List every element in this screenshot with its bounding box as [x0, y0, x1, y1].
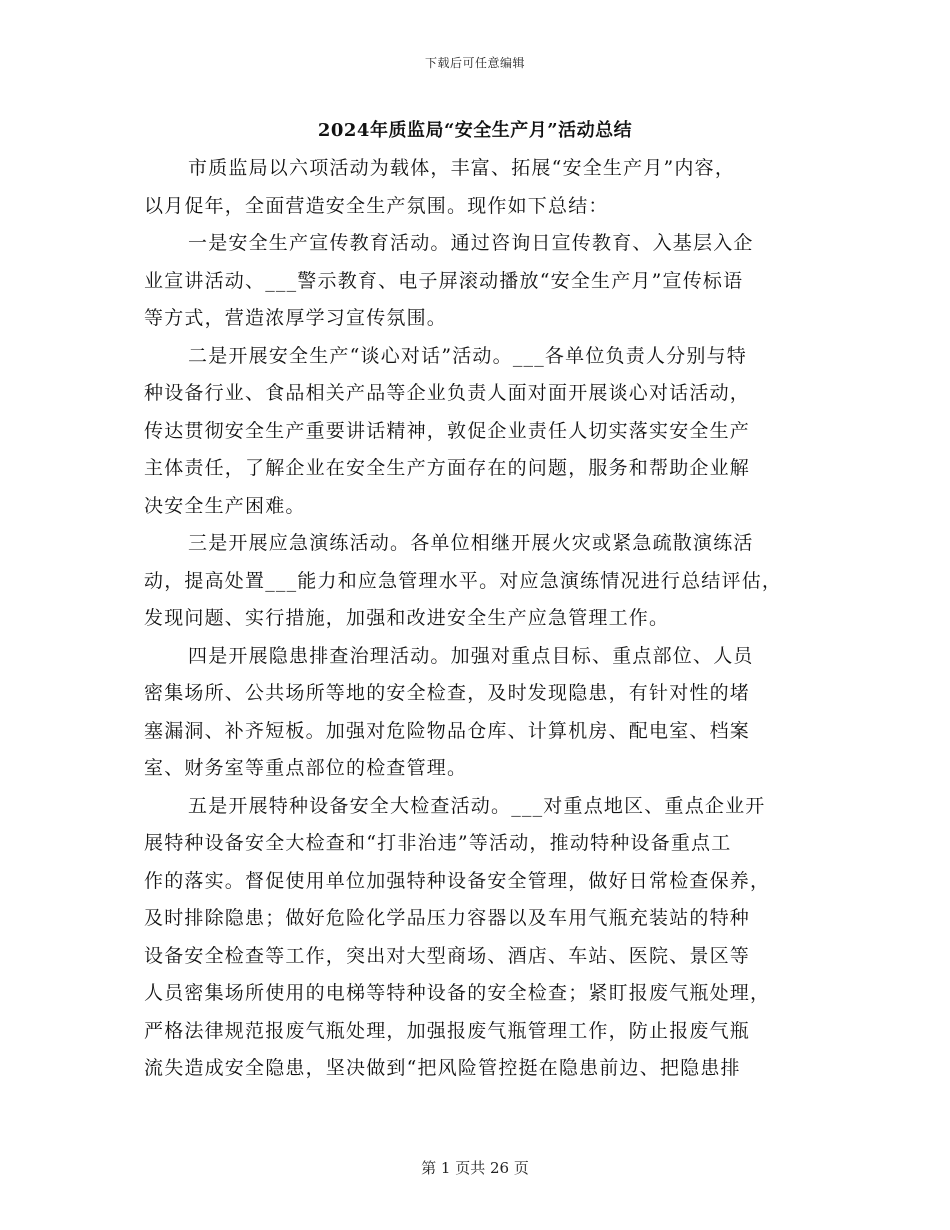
body-line: 市质监局以六项活动为载体，丰富、拓展“安全生产月”内容， — [188, 157, 736, 179]
body-line: 作的落实。督促使用单位加强特种设备安全管理，做好日常检查保养， — [144, 869, 771, 892]
body-line: 种设备行业、食品相关产品等企业负责人面对面开展谈心对话活动， — [144, 382, 751, 404]
body-line: 决安全生产困难。 — [144, 494, 306, 517]
body-line: 一是安全生产宣传教育活动。通过咨询日宣传教育、入基层入企 — [188, 232, 754, 254]
body-line: 人员密集场所使用的电梯等特种设备的安全检查；紧盯报废气瓶处理， — [144, 982, 771, 1004]
body-line: 传达贯彻安全生产重要讲话精神，敦促企业责任人切实落实安全生产 — [144, 419, 751, 442]
document-body — [144, 150, 824, 1088]
document-title: 2024年质监局“安全生产月”活动总结 — [317, 120, 633, 141]
page-number-footer: 第 1 页共 26 页 — [421, 1159, 529, 1177]
body-line: 严格法律规范报废气瓶处理，加强报废气瓶管理工作，防止报废气瓶 — [144, 1019, 751, 1042]
body-line: 等方式，营造浓厚学习宣传氛围。 — [144, 307, 448, 329]
body-line: 五是开展特种设备安全大检查活动。___对重点地区、重点企业开 — [188, 794, 766, 817]
body-line: 动，提高处置___能力和应急管理水平。对应急演练情况进行总结评估， — [144, 569, 783, 592]
body-line: 流失造成安全隐患，坚决做到“把风险管控挺在隐患前边、把隐患排 — [144, 1057, 741, 1079]
header-note: 下载后可任意编辑 — [424, 56, 525, 70]
body-line: 二是开展安全生产“谈心对话”活动。___各单位负责人分别与特 — [188, 344, 747, 367]
body-line: 展特种设备安全大检查和“打非治违”等活动，推动特种设备重点工 — [144, 832, 732, 854]
body-line: 设备安全检查等工作，突出对大型商场、酒店、车站、医院、景区等 — [144, 944, 751, 967]
body-line: 三是开展应急演练活动。各单位相继开展火灾或紧急疏散演练活 — [188, 532, 754, 554]
body-line: 室、财务室等重点部位的检查管理。 — [144, 757, 468, 779]
body-line: 密集场所、公共场所等地的安全检查，及时发现隐患，有针对性的堵 — [144, 682, 751, 704]
body-line: 以月促年，全面营造安全生产氛围。现作如下总结： — [144, 194, 609, 217]
body-line: 业宣讲活动、___警示教育、电子屏滚动播放“安全生产月”宣传标语 — [144, 269, 744, 292]
body-line: 四是开展隐患排查治理活动。加强对重点目标、重点部位、人员 — [188, 644, 754, 667]
body-line: 塞漏洞、补齐短板。加强对危险物品仓库、计算机房、配电室、档案 — [144, 719, 751, 742]
body-line: 及时排除隐患；做好危险化学品压力容器以及车用气瓶充装站的特种 — [144, 907, 751, 929]
body-line: 主体责任，了解企业在安全生产方面存在的问题，服务和帮助企业解 — [144, 457, 751, 479]
body-line: 发现问题、实行措施，加强和改进安全生产应急管理工作。 — [144, 607, 670, 629]
